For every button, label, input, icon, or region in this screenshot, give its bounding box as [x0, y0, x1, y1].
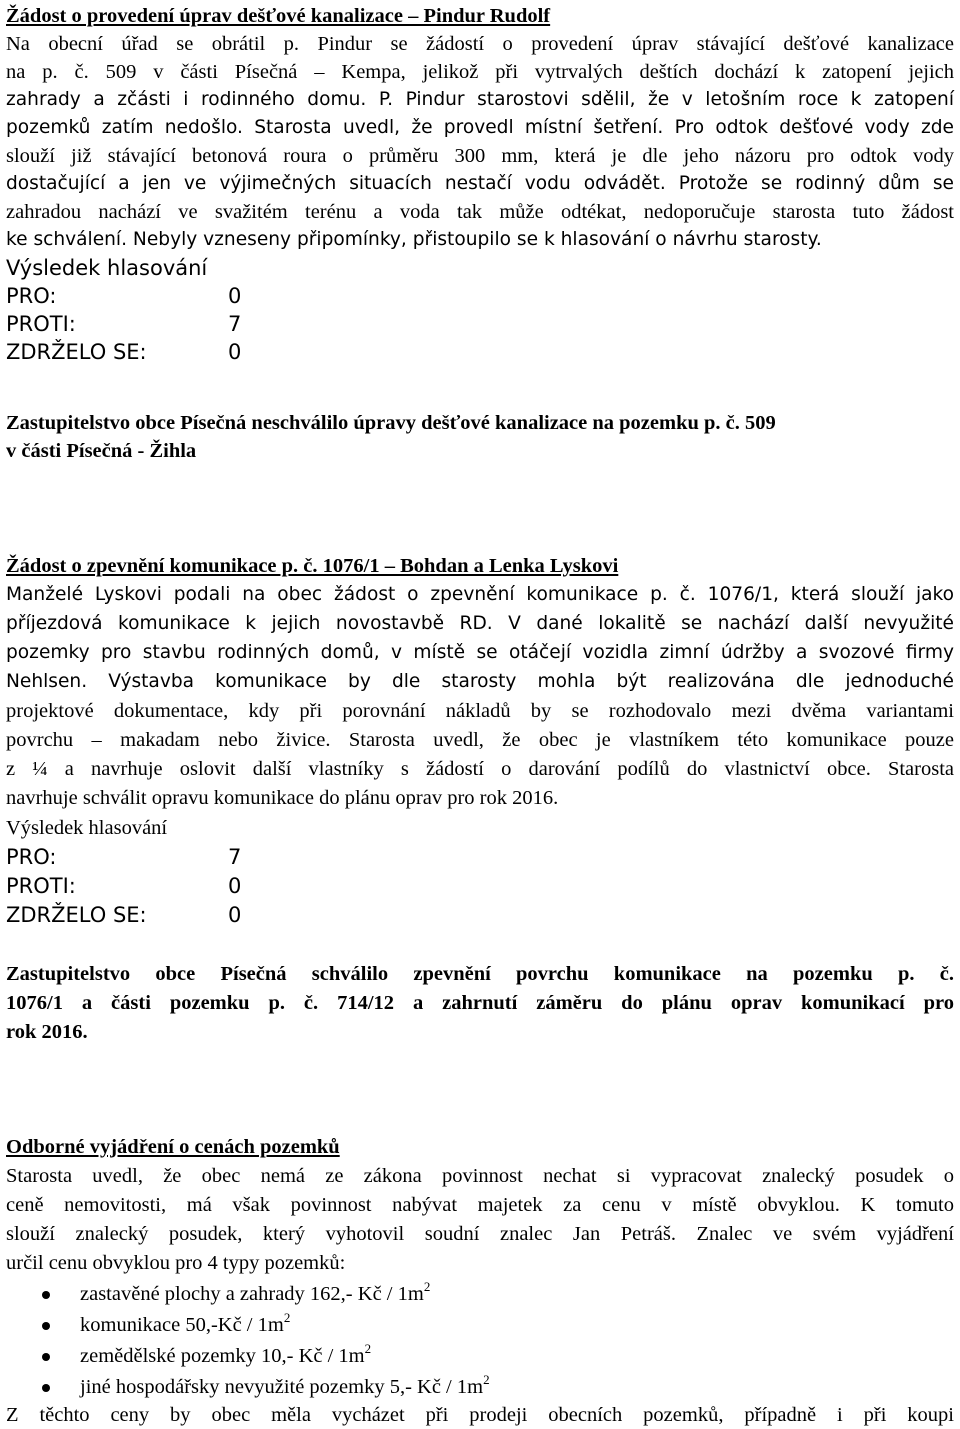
vote-value: 0	[228, 874, 242, 898]
paragraph-line: ceně nemovitosti, má však povinnost nabývat majetek za cenu v místě obvyklou. K tomuto	[6, 1194, 954, 1216]
vote-label: PRO:	[6, 284, 57, 308]
vote-value: 0	[228, 903, 242, 927]
vote-value: 0	[228, 284, 242, 308]
section-heading: Žádost o zpevnění komunikace p. č. 1076/1 – Bohdan a Lenka Lyskovi	[6, 555, 619, 577]
vote-row	[6, 872, 241, 900]
paragraph-line: Nehlsen. Výstavba komunikace by dle starosty mohla být realizována dle jednoduché	[6, 671, 954, 692]
vote-label: PROTI:	[6, 312, 76, 336]
paragraph-line: Manželé Lyskovi podali na obec žádost o zpevnění komunikace p. č. 1076/1, která slouží jako	[6, 584, 954, 605]
list-item-text: jiné hospodářsky nevyužité pozemky 5,- Kč / 1m	[80, 1376, 484, 1398]
resolution-line: rok 2016.	[6, 1021, 88, 1043]
superscript: 2	[283, 1310, 291, 1325]
paragraph-line: Z těchto ceny by obec měla vycházet při prodeji obecních pozemků, případně i při koupi	[6, 1404, 954, 1426]
paragraph-line: určil cenu obvyklou pro 4 typy pozemků:	[6, 1252, 346, 1274]
vote-label: ZDRŽELO SE:	[6, 340, 147, 364]
paragraph-line: projektové dokumentace, kdy při porovnání nákladů by se rozhodovalo mezi dvěma variantami	[6, 700, 954, 722]
paragraph-line: ke schválení. Nebyly vzneseny připomínky, přistoupilo se k hlasování o návrhu starosty.	[6, 229, 822, 250]
list-item-text: zastavěné plochy a zahrady 162,- Kč / 1m	[80, 1283, 424, 1305]
paragraph-line: Starosta uvedl, že obec nemá ze zákona povinnost nechat si vypracovat znalecký posudek o	[6, 1165, 954, 1187]
vote-value: 7	[228, 845, 242, 869]
paragraph-line: povrchu – makadam nebo živice. Starosta uvedl, že obec je vlastníkem této komunikace pouze	[6, 729, 954, 751]
resolution-line: Zastupitelstvo obce Písečná neschválilo úpravy dešťové kanalizace na pozemku p. č. 509	[6, 412, 776, 434]
paragraph-line: pozemky pro stavbu rodinných domů, v místě se otáčejí vozidla zimní údržby a svozové firmy	[6, 642, 954, 663]
vote-label: ZDRŽELO SE:	[6, 903, 147, 927]
paragraph-line: navrhuje schválit opravu komunikace do plánu oprav pro rok 2016.	[6, 787, 559, 809]
list-item-text: zemědělské pozemky 10,- Kč / 1m	[80, 1345, 365, 1367]
resolution-line: v části Písečná - Žihla	[6, 440, 197, 462]
resolution-line: Zastupitelstvo obce Písečná schválilo zpevnění povrchu komunikace na pozemku p. č.	[6, 963, 954, 985]
bullet-icon	[42, 1322, 50, 1330]
vote-value: 7	[228, 312, 242, 336]
bullet-icon	[42, 1384, 50, 1392]
bullet-icon	[42, 1291, 50, 1299]
vote-row	[6, 310, 241, 338]
list-item-text: komunikace 50,-Kč / 1m	[80, 1314, 284, 1336]
paragraph-line: zahradou nachází ve svažitém terénu a voda tak může odtékat, nedoporučuje starosta tuto žádost	[6, 201, 954, 223]
paragraph-line: dostačující a jen ve výjimečných situacích nestačí vodu odvádět. Protože se rodinný dům se	[6, 173, 954, 194]
paragraph-line: na p. č. 509 v části Písečná – Kempa, jelikož při vytrvalých deštích dochází k zatopení jejich	[6, 61, 954, 83]
vote-label: PRO:	[6, 845, 57, 869]
vote-row	[6, 901, 241, 929]
vote-label: PROTI:	[6, 874, 76, 898]
section-heading: Odborné vyjádření o cenách pozemků	[6, 1136, 340, 1158]
paragraph-line: Na obecní úřad se obrátil p. Pindur se žádostí o provedení úprav stávající dešťové kanalizace	[6, 33, 954, 55]
paragraph-line: slouží již stávající betonová roura o průměru 300 mm, která je dle jeho názoru pro odtok vody	[6, 145, 954, 167]
paragraph-line: příjezdová komunikace k jejich novostavbě RD. V dané lokalitě se nachází další nevyužité	[6, 613, 954, 634]
vote-title: Výsledek hlasování	[6, 256, 208, 280]
paragraph-line: z ¼ a navrhuje oslovit další vlastníky s žádostí o darování podílů do vlastnictví obce. Starosta	[6, 758, 954, 780]
superscript: 2	[364, 1341, 372, 1356]
bullet-icon	[42, 1353, 50, 1361]
paragraph-line: pozemků zatím nedošlo. Starosta uvedl, že provedl místní šetření. Pro odtok dešťové vody zde	[6, 117, 954, 138]
superscript: 2	[483, 1372, 490, 1387]
resolution-line: 1076/1 a části pozemku p. č. 714/12 a zahrnutí záměru do plánu oprav komunikací pro	[6, 992, 954, 1014]
vote-row	[6, 282, 241, 310]
section-heading: Žádost o provedení úprav dešťové kanalizace – Pindur Rudolf	[6, 5, 551, 27]
paragraph-line: slouží znalecký posudek, který vyhotovil soudní znalec Jan Petráš. Znalec ve svém vyjádření	[6, 1223, 954, 1245]
vote-row	[6, 843, 241, 871]
paragraph-line: zahrady a zčásti i rodinného domu. P. Pindur starostovi sdělil, že v letošním roce k zatopení	[6, 89, 954, 110]
superscript: 2	[423, 1279, 431, 1294]
vote-title: Výsledek hlasování	[6, 817, 168, 839]
vote-row	[6, 338, 241, 366]
vote-value: 0	[228, 340, 242, 364]
